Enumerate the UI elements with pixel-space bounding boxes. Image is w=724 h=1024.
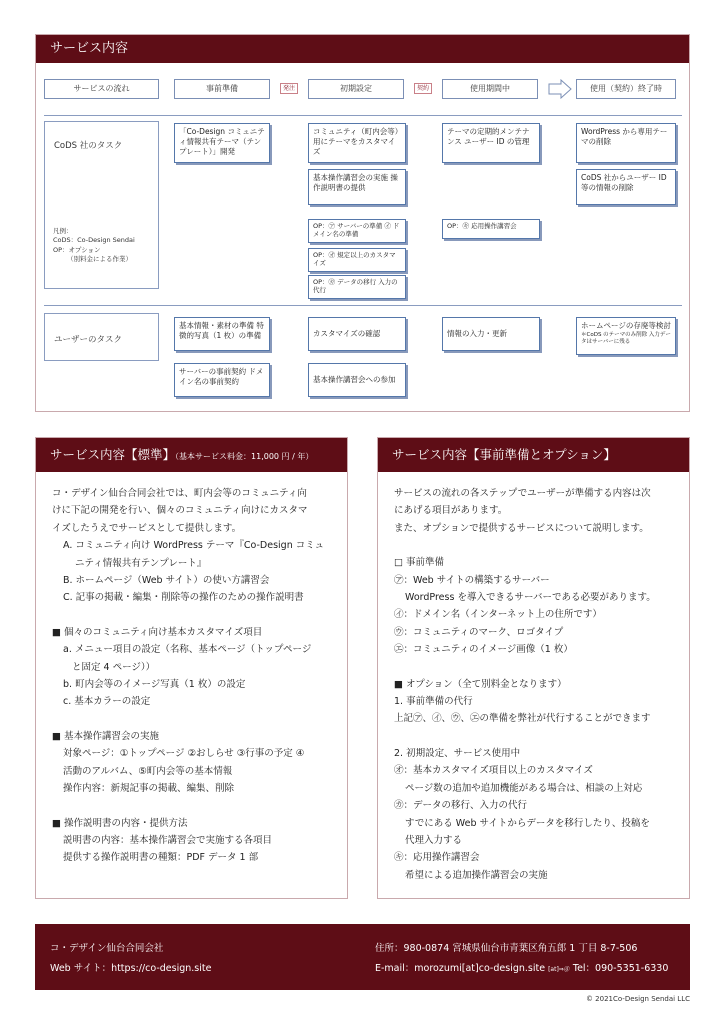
flow-label: サービスの流れ — [44, 79, 159, 99]
body-line: また、オプションで提供するサービスについて説明します。 — [394, 522, 649, 534]
footer-contact — [375, 960, 668, 974]
list-item-cont: WordPress を導入できるサーバーである必要があります。 — [405, 592, 656, 604]
step-preparation: 事前準備 — [174, 79, 270, 99]
standard-service-body — [36, 472, 347, 867]
arrow-tag-contract: 契約 — [414, 83, 432, 94]
body-line: イズしたうえでサービスとして提供します。 — [52, 522, 242, 534]
task-prepare-materials: 基本情報・素材の準備 特徴的写真（1 枚）の準備 — [174, 317, 270, 351]
step-end-of-contract: 使用（契約）終了時 — [576, 79, 676, 99]
step-in-use: 使用期間中 — [442, 79, 538, 99]
divider — [44, 305, 682, 306]
section-heading-preparation: □ 事前準備 — [394, 557, 444, 569]
list-item-cont: ページ数の追加や追加機能がある場合は、相談の上対応 — [405, 782, 643, 794]
legend-cods: CoDS：Co-Design Sendai — [53, 236, 135, 245]
legend-op: OP：オプション — [53, 245, 101, 254]
legend — [53, 227, 135, 265]
task-homepage-review — [576, 317, 676, 355]
footer-website[interactable]: Web サイト：https://co-design.site — [50, 963, 212, 974]
options-header: サービス内容【事前準備とオプション】 — [378, 438, 689, 472]
options-section — [377, 437, 690, 899]
list-item: a. メニュー項目の設定（名称、基本ページ（トップページ — [63, 644, 312, 656]
task-precontract-server: サーバーの事前契約 ドメイン名の事前契約 — [174, 363, 270, 397]
list-item: 提供する操作説明書の種類：PDF データ 1 部 — [63, 852, 259, 864]
standard-service-title: サービス内容【標準】 — [50, 447, 176, 462]
standard-service-section — [35, 437, 348, 899]
list-item-a: A. コミュニティ向け WordPress テーマ『Co-Design コミュ — [63, 540, 325, 552]
task-delete-user-info: CoDS 社からユーザー ID 等の情報の削除 — [576, 169, 676, 205]
task-confirm-customize: カスタマイズの確認 — [308, 317, 406, 351]
legend-op-note: （別料金による作業） — [67, 255, 132, 264]
body-line: けに下記の開発を行い、個々のコミュニティ向けにカスタマ — [52, 505, 308, 517]
list-item: ㋕：データの移行、入力の代行 — [394, 800, 528, 812]
task-attend-training: 基本操作講習会への参加 — [308, 363, 406, 397]
task-op-extra-customize: OP：㋔ 規定以上のカスタマイズ — [308, 248, 406, 272]
task-basic-training: 基本操作講習会の実施 操作説明書の提供 — [308, 169, 406, 205]
task-theme-development: 「Co-Design コミュニティ情報共有テーマ（テンプレート）」開発 — [174, 123, 270, 163]
arrow-tag-order: 発注 — [280, 83, 298, 94]
list-item-cont: 活動のアルバム、⑤町内会等の基本情報 — [63, 765, 233, 777]
task-delete-theme: WordPress から専用テーマの削除 — [576, 123, 676, 163]
footer-email-note: [at]⇒＠ — [548, 966, 570, 973]
list-item: 対象ページ：①トップページ ②おしらせ ③行事の予定 ④ — [63, 748, 305, 760]
body-line: サービスの流れの各ステップでユーザーが準備する内容は次 — [394, 488, 651, 499]
section-heading-training: ■ 基本操作講習会の実施 — [52, 730, 159, 742]
list-item: ㋐：Web サイトの構築するサーバー — [394, 574, 550, 586]
task-op-data-migration: OP：㋕ データの移行 入力の代行 — [308, 275, 406, 299]
list-item: b. 町内会等のイメージ写真（1 枚）の設定 — [63, 679, 246, 691]
options-body — [378, 472, 689, 884]
list-item-c: C. 記事の掲載・編集・削除等の操作のための操作説明書 — [63, 592, 304, 604]
list-item: 上記㋐、㋑、㋒、㋓の準備を弊社が代行することができます — [394, 713, 651, 725]
task-op-server-domain: OP：㋐ サーバーの準備 ㋑ ドメイン名の準備 — [308, 219, 406, 243]
list-item: ㋓：コミュニティのイメージ画像（1 枚） — [394, 644, 573, 656]
footer-company: コ・デザイン仙台合同会社 — [50, 943, 164, 954]
arrow-right-icon — [548, 79, 572, 99]
list-item-cont: 希望による追加操作講習会の実施 — [405, 869, 548, 881]
footer — [35, 924, 690, 990]
task-homepage-review-title: ホームページの存廃等検討 — [581, 321, 671, 330]
task-theme-maintenance: テーマの定期的メンテナンス ユーザー ID の管理 — [442, 123, 540, 163]
service-flow-section — [35, 34, 690, 412]
footer-email[interactable]: E-mail：morozumi[at]co-design.site — [375, 963, 546, 974]
list-item-cont: と固定 4 ページ）） — [72, 661, 156, 673]
copyright: © 2021Co-Design Sendai LLC — [585, 995, 690, 1003]
list-item: ㋖：応用操作講習会 — [394, 852, 480, 864]
list-item: 説明書の内容：基本操作講習会で実施する各項目 — [63, 834, 273, 846]
footer-address: 住所：980-0874 宮城県仙台市青葉区角五郎 1 丁目 8-7-506 — [375, 943, 638, 954]
footer-tel[interactable]: Tel：090-5351-6330 — [572, 963, 669, 974]
section-heading-customize: ■ 個々のコミュニティ向け基本カスタマイズ項目 — [52, 626, 263, 638]
task-input-update: 情報の入力・更新 — [442, 317, 540, 351]
list-item: 操作内容：新規記事の掲載、編集、削除 — [63, 783, 235, 795]
list-item: ㋔：基本カスタマイズ項目以上のカスタマイズ — [394, 765, 593, 777]
list-item: 2. 初期設定、サービス使用中 — [394, 747, 521, 759]
list-item: ㋒：コミュニティのマーク、ロゴタイプ — [394, 626, 564, 638]
standard-service-price: （基本サービス料金：11,000 円 / 年） — [175, 452, 314, 461]
list-item: c. 基本カラーの設定 — [63, 696, 151, 708]
divider — [44, 115, 682, 116]
task-homepage-review-note: ＊CoDS のテーマのみ削除 入力データはサーバーに残る — [581, 331, 671, 346]
step-initial-setup: 初期設定 — [308, 79, 404, 99]
section-heading-options: ■ オプション（全て別料金となります） — [394, 678, 567, 690]
list-item-cont: 代理入力する — [405, 834, 463, 846]
list-item-a-cont: ニティ情報共有テンプレート』 — [75, 557, 207, 569]
list-item-b: B. ホームページ（Web サイト）の使い方講習会 — [63, 575, 270, 587]
standard-service-header — [36, 438, 347, 472]
list-item-cont: すでにある Web サイトからデータを移行したり、投稿を — [405, 817, 650, 829]
section-heading-manual: ■ 操作説明書の内容・提供方法 — [52, 817, 188, 829]
task-op-advanced-training: OP：㋖ 応用操作講習会 — [442, 219, 540, 239]
task-theme-customize: コミュニティ（町内会等）用にテーマをカスタマイズ — [308, 123, 406, 163]
user-task-label: ユーザーのタスク — [54, 335, 123, 345]
list-item: ㋑：ドメイン名（インターネット上の住所です） — [394, 609, 602, 621]
service-flow-header: サービス内容 — [36, 35, 689, 63]
body-line: にあげる項目があります。 — [394, 505, 508, 517]
body-line: コ・デザイン仙台合同会社では、町内会等のコミュニティ向 — [52, 488, 307, 499]
list-item: 1. 事前準備の代行 — [394, 696, 473, 708]
cods-task-label: CoDS 社のタスク — [54, 141, 123, 151]
legend-title: 凡例： — [53, 227, 73, 235]
